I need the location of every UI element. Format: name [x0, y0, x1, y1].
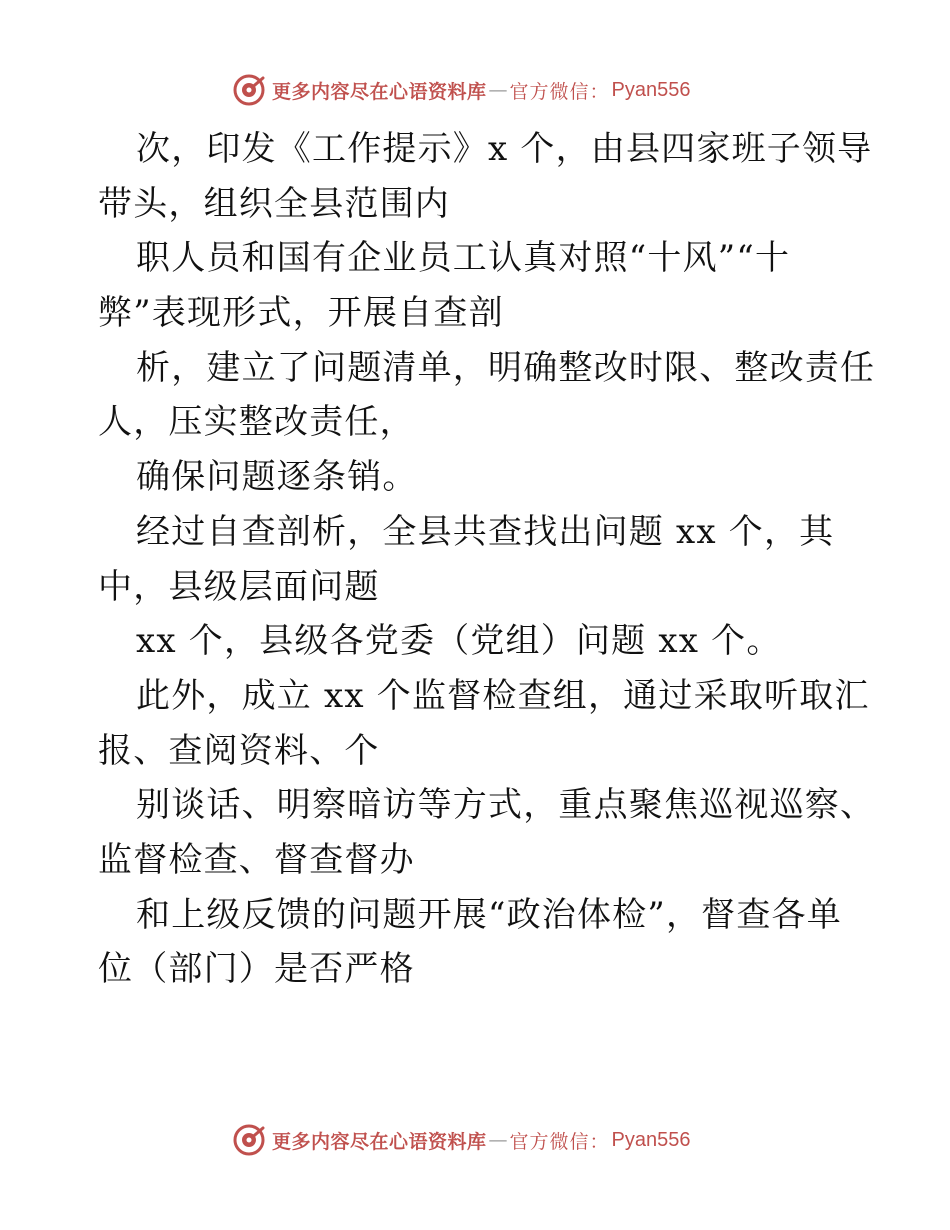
header-watermark — [232, 70, 691, 110]
text-line: 位（部门）是否严格 — [98, 949, 415, 990]
text-line: 带头，组织全县范围内 — [98, 183, 450, 224]
text-line: 别谈话、明察暗访等方式，重点聚焦巡视巡察、 — [136, 785, 876, 826]
watermark-separator: — — [488, 79, 508, 101]
watermark-text: 更多内容尽在心语资料库 — [272, 1130, 487, 1153]
text-line: 中，县级层面问题 — [98, 566, 380, 607]
pen-logo-icon — [232, 73, 266, 107]
text-line: 报、查阅资料、个 — [98, 730, 380, 771]
watermark-wechat-id: Pyan556 — [611, 78, 691, 101]
text-line: 经过自查剖析，全县共查找出问题 xx 个，其 — [136, 511, 835, 552]
text-line: 监督检查、督查督办 — [98, 839, 415, 880]
text-line: 人，压实整改责任， — [98, 402, 415, 443]
text-line: xx 个，县级各党委（党组）问题 xx 个。 — [136, 621, 782, 662]
text-line: 弊”表现形式，开展自查剖 — [98, 293, 504, 334]
watermark-wechat-id: Pyan556 — [611, 1128, 691, 1151]
text-line: 确保问题逐条销。 — [136, 457, 418, 498]
text-line: 此外，成立 xx 个监督检查组，通过采取听取汇 — [136, 675, 870, 716]
text-line: 次，印发《工作提示》x 个，由县四家班子领导 — [136, 129, 873, 169]
text-line: 析，建立了问题清单，明确整改时限、整改责任 — [136, 347, 876, 388]
watermark-separator: — — [488, 1129, 508, 1151]
document-body — [98, 122, 876, 997]
footer-watermark — [232, 1120, 691, 1160]
text-line: 职人员和国有企业员工认真对照“十风”“十 — [136, 238, 791, 279]
text-line: 和上级反馈的问题开展“政治体检”，督查各单 — [136, 894, 842, 935]
watermark-text: 更多内容尽在心语资料库 — [272, 80, 487, 103]
watermark-label: 官方微信： — [509, 1130, 610, 1153]
watermark-label: 官方微信： — [509, 80, 610, 103]
pen-logo-icon — [232, 1123, 266, 1157]
